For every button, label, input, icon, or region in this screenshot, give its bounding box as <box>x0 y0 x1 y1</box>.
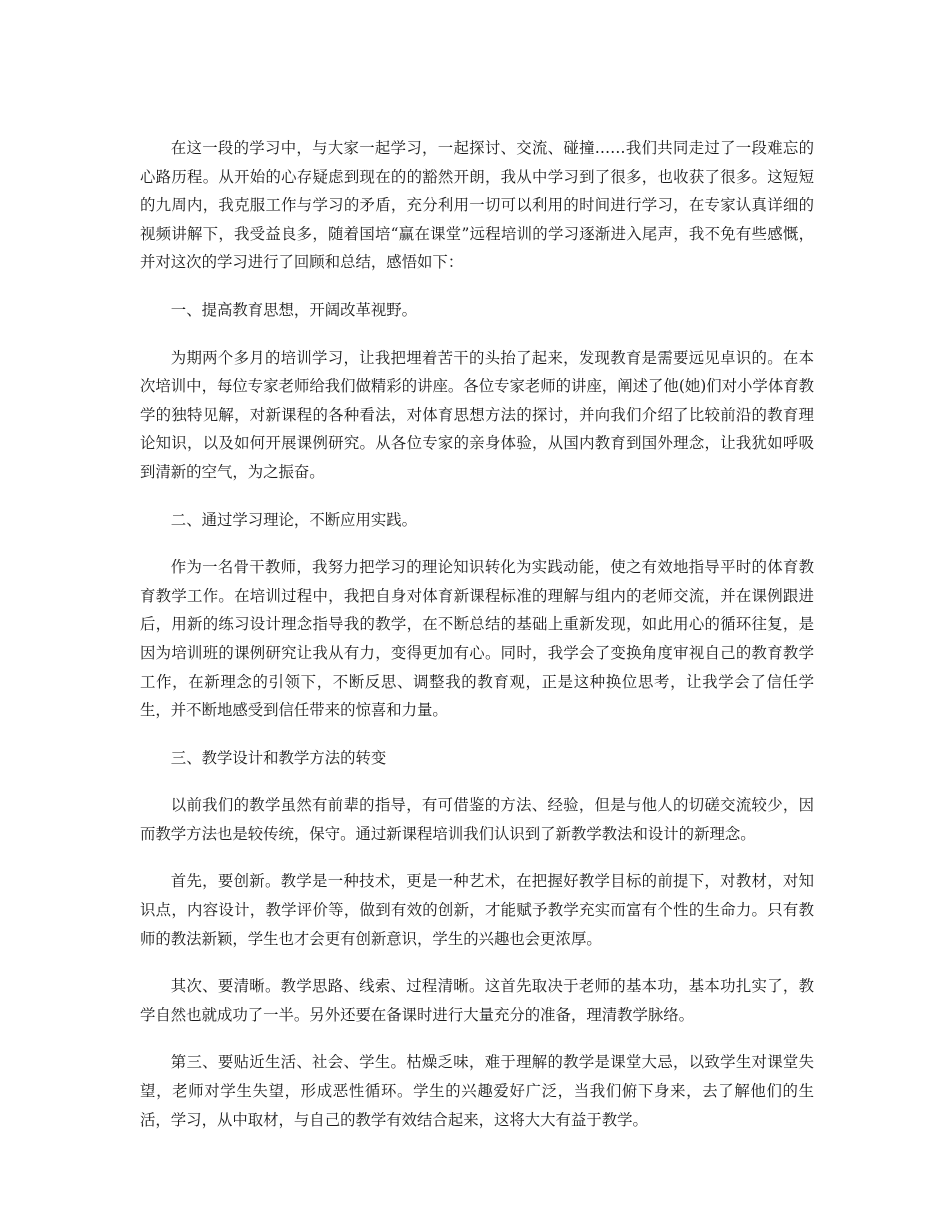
intro-paragraph: 在这一段的学习中，与大家一起学习，一起探讨、交流、碰撞……我们共同走过了一段难忘的心路历程。从开始的心存疑虑到现在的的豁然开朗，我从中学习到了很多，也收获了很多。这短短的九周内，我克服工作与学习的矛盾，充分利用一切可以利用的时间进行学习，在专家认真详细的视频讲解下，我受益良多，随着国培“赢在课堂”远程培训的学习逐渐进入尾声，我不免有些感慨，并对这次的学习进行了回顾和总结，感悟如下： <box>140 139 814 272</box>
section-heading-1: 一、提高教育思想，开阔改革视野。 <box>170 300 418 319</box>
section-3-paragraph: 以前我们的教学虽然有前辈的指导，有可借鉴的方法、经验，但是与他人的切磋交流较少，因而教学方法也是较传统，保守。通过新课程培训我们认识到了新教学教法和设计的新理念。 <box>140 796 814 843</box>
document-body <box>140 134 814 1153</box>
section-1-paragraph: 为期两个多月的培训学习，让我把埋着苦干的头抬了起来，发现教育是需要远见卓识的。在本次培训中，每位专家老师给我们做精彩的讲座。各位专家老师的讲座，阐述了他(她)们对小学体育教学的独特见解，对新课程的各种看法，对体育思想方法的探讨，并向我们介绍了比较前沿的教育理论知识，以及如何开展课例研究。从各位专家的亲身体验，从国内教育到国外理念，让我犹如呼吸到清新的空气，为之振奋。 <box>140 348 814 481</box>
point-life-paragraph: 第三、要贴近生活、社会、学生。枯燥乏味，难于理解的教学是课堂大忌，以致学生对课堂失望，老师对学生失望，形成恶性循环。学生的兴趣爱好广泛，当我们俯下身来，去了解他们的生活，学习，从中取材，与自己的教学有效结合起来，这将大大有益于教学。 <box>140 1053 814 1129</box>
point-clarity-paragraph: 其次、要清晰。教学思路、线索、过程清晰。这首先取决于老师的基本功，基本功扎实了，教学自然也就成功了一半。另外还要在备课时进行大量充分的准备，理清教学脉络。 <box>140 977 814 1024</box>
section-heading-2: 二、通过学习理论，不断应用实践。 <box>170 510 418 529</box>
point-innovation-paragraph: 首先，要创新。教学是一种技术，更是一种艺术，在把握好教学目标的前提下，对教材，对知识点，内容设计，教学评价等，做到有效的创新，才能赋予教学充实而富有个性的生命力。只有教师的教法新颖，学生也才会更有创新意识，学生的兴趣也会更浓厚。 <box>140 872 814 948</box>
section-heading-3: 三、教学设计和教学方法的转变 <box>170 748 387 767</box>
section-2-paragraph: 作为一名骨干教师，我努力把学习的理论知识转化为实践动能，使之有效地指导平时的体育教育教学工作。在培训过程中，我把自身对体育新课程标准的理解与组内的老师交流，并在课例跟进后，用新的练习设计理念指导我的教学，在不断总结的基础上重新发现，如此用心的循环往复，是因为培训班的课例研究让我从有力，变得更加有心。同时，我学会了变换角度审视自己的教育教学工作，在新理念的引领下，不断反思、调整我的教育观，正是这种换位思考，让我学会了信任学生，并不断地感受到信任带来的惊喜和力量。 <box>140 558 814 720</box>
